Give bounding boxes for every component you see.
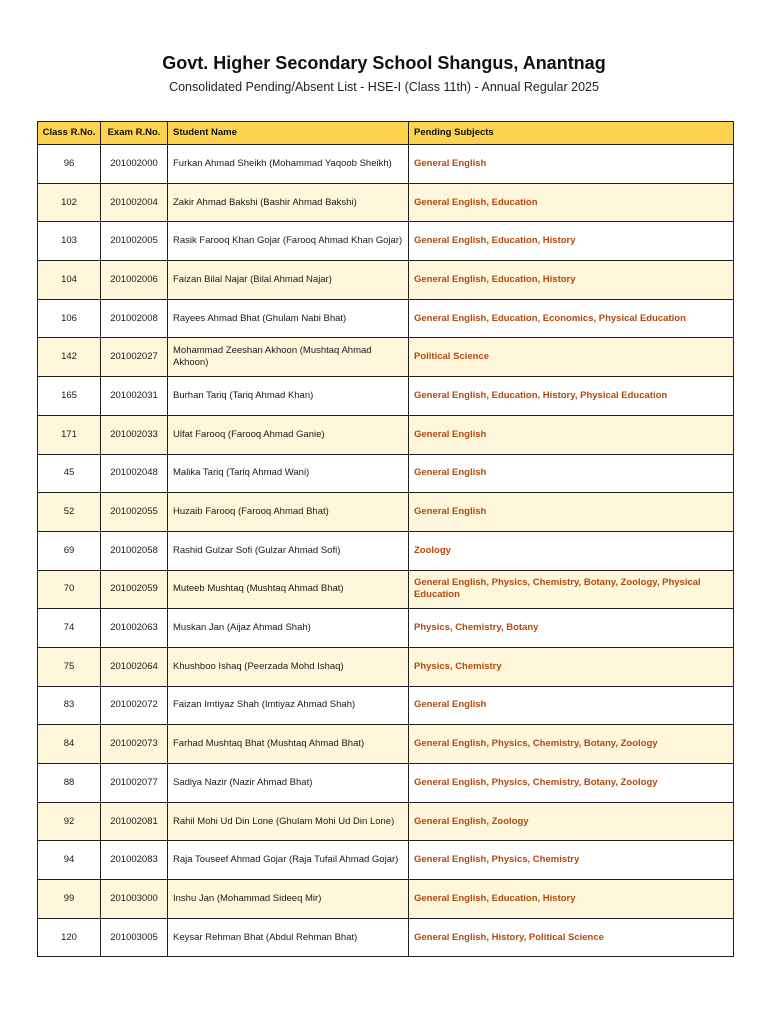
cell-student-name: Raja Touseef Ahmad Gojar (Raja Tufail Ahmad Gojar) <box>168 841 409 880</box>
cell-class-rno: 106 <box>38 299 101 338</box>
table-row <box>38 531 734 570</box>
cell-pending-subjects: General English, Education, History <box>409 261 734 300</box>
cell-pending-subjects: General English, Physics, Chemistry, Botany, Zoology <box>409 725 734 764</box>
cell-pending-subjects: General English <box>409 145 734 184</box>
cell-exam-rno: 201002006 <box>101 261 168 300</box>
cell-class-rno: 45 <box>38 454 101 493</box>
table-row <box>38 222 734 261</box>
cell-pending-subjects: General English, Zoology <box>409 802 734 841</box>
table-row <box>38 880 734 919</box>
table-row <box>38 415 734 454</box>
table-row <box>38 261 734 300</box>
cell-class-rno: 83 <box>38 686 101 725</box>
pending-absent-table <box>37 121 734 957</box>
cell-pending-subjects: General English, Education, History <box>409 880 734 919</box>
document-subtitle: Consolidated Pending/Absent List - HSE-I (Class 11th) - Annual Regular 2025 <box>169 80 599 94</box>
cell-pending-subjects: Physics, Chemistry, Botany <box>409 609 734 648</box>
table-row <box>38 841 734 880</box>
cell-student-name: Rashid Gulzar Sofi (Gulzar Ahmad Sofi) <box>168 531 409 570</box>
cell-student-name: Burhan Tariq (Tariq Ahmad Khan) <box>168 377 409 416</box>
cell-exam-rno: 201003000 <box>101 880 168 919</box>
cell-exam-rno: 201002072 <box>101 686 168 725</box>
cell-exam-rno: 201002027 <box>101 338 168 377</box>
cell-class-rno: 94 <box>38 841 101 880</box>
cell-class-rno: 102 <box>38 183 101 222</box>
table-row <box>38 183 734 222</box>
cell-student-name: Rahil Mohi Ud Din Lone (Ghulam Mohi Ud Din Lone) <box>168 802 409 841</box>
cell-class-rno: 74 <box>38 609 101 648</box>
document-title: Govt. Higher Secondary School Shangus, Anantnag <box>162 53 606 73</box>
column-header-student-name: Student Name <box>168 122 409 145</box>
cell-student-name: Zakir Ahmad Bakshi (Bashir Ahmad Bakshi) <box>168 183 409 222</box>
cell-class-rno: 99 <box>38 880 101 919</box>
cell-class-rno: 103 <box>38 222 101 261</box>
cell-class-rno: 120 <box>38 918 101 957</box>
cell-exam-rno: 201002055 <box>101 493 168 532</box>
cell-pending-subjects: General English, Education <box>409 183 734 222</box>
cell-exam-rno: 201002031 <box>101 377 168 416</box>
cell-exam-rno: 201002083 <box>101 841 168 880</box>
cell-class-rno: 96 <box>38 145 101 184</box>
cell-pending-subjects: General English, Physics, Chemistry, Botany, Zoology, Physical Education <box>409 570 734 609</box>
table-row <box>38 338 734 377</box>
cell-exam-rno: 201002063 <box>101 609 168 648</box>
cell-pending-subjects: General English, Education, History, Physical Education <box>409 377 734 416</box>
cell-student-name: Ulfat Farooq (Farooq Ahmad Ganie) <box>168 415 409 454</box>
cell-pending-subjects: General English, Education, History <box>409 222 734 261</box>
table-row <box>38 725 734 764</box>
cell-exam-rno: 201002059 <box>101 570 168 609</box>
table-row <box>38 145 734 184</box>
cell-pending-subjects: Physics, Chemistry <box>409 647 734 686</box>
cell-class-rno: 104 <box>38 261 101 300</box>
cell-exam-rno: 201002000 <box>101 145 168 184</box>
column-header-class-rno: Class R.No. <box>38 122 101 145</box>
cell-student-name: Muteeb Mushtaq (Mushtaq Ahmad Bhat) <box>168 570 409 609</box>
table-row <box>38 454 734 493</box>
cell-class-rno: 70 <box>38 570 101 609</box>
cell-student-name: Rayees Ahmad Bhat (Ghulam Nabi Bhat) <box>168 299 409 338</box>
cell-student-name: Keysar Rehman Bhat (Abdul Rehman Bhat) <box>168 918 409 957</box>
cell-exam-rno: 201002048 <box>101 454 168 493</box>
cell-class-rno: 92 <box>38 802 101 841</box>
cell-pending-subjects: General English <box>409 415 734 454</box>
cell-class-rno: 69 <box>38 531 101 570</box>
cell-student-name: Rasik Farooq Khan Gojar (Farooq Ahmad Khan Gojar) <box>168 222 409 261</box>
table-row <box>38 377 734 416</box>
cell-exam-rno: 201002004 <box>101 183 168 222</box>
cell-class-rno: 52 <box>38 493 101 532</box>
column-header-pending-subjects: Pending Subjects <box>409 122 734 145</box>
cell-student-name: Inshu Jan (Mohammad Sideeq Mir) <box>168 880 409 919</box>
table-row <box>38 299 734 338</box>
table-row <box>38 493 734 532</box>
cell-class-rno: 84 <box>38 725 101 764</box>
cell-student-name: Mohammad Zeeshan Akhoon (Mushtaq Ahmad Akhoon) <box>168 338 409 377</box>
cell-exam-rno: 201002008 <box>101 299 168 338</box>
cell-pending-subjects: General English, Physics, Chemistry, Botany, Zoology <box>409 764 734 803</box>
cell-student-name: Muskan Jan (Aijaz Ahmad Shah) <box>168 609 409 648</box>
cell-class-rno: 142 <box>38 338 101 377</box>
cell-class-rno: 75 <box>38 647 101 686</box>
cell-student-name: Malika Tariq (Tariq Ahmad Wani) <box>168 454 409 493</box>
table-row <box>38 764 734 803</box>
cell-pending-subjects: General English, History, Political Science <box>409 918 734 957</box>
cell-pending-subjects: Political Science <box>409 338 734 377</box>
cell-exam-rno: 201002081 <box>101 802 168 841</box>
table-row <box>38 802 734 841</box>
cell-class-rno: 171 <box>38 415 101 454</box>
table-header-row <box>38 122 734 145</box>
cell-student-name: Faizan Imtiyaz Shah (Imtiyaz Ahmad Shah) <box>168 686 409 725</box>
table-row <box>38 570 734 609</box>
cell-exam-rno: 201002064 <box>101 647 168 686</box>
cell-pending-subjects: General English <box>409 454 734 493</box>
cell-student-name: Furkan Ahmad Sheikh (Mohammad Yaqoob Sheikh) <box>168 145 409 184</box>
cell-exam-rno: 201002073 <box>101 725 168 764</box>
cell-student-name: Huzaib Farooq (Farooq Ahmad Bhat) <box>168 493 409 532</box>
cell-student-name: Faizan Bilal Najar (Bilal Ahmad Najar) <box>168 261 409 300</box>
cell-class-rno: 165 <box>38 377 101 416</box>
cell-pending-subjects: General English, Education, Economics, Physical Education <box>409 299 734 338</box>
cell-student-name: Khushboo Ishaq (Peerzada Mohd Ishaq) <box>168 647 409 686</box>
cell-exam-rno: 201002058 <box>101 531 168 570</box>
cell-exam-rno: 201002033 <box>101 415 168 454</box>
table-row <box>38 609 734 648</box>
table-row <box>38 686 734 725</box>
table-row <box>38 647 734 686</box>
cell-exam-rno: 201002005 <box>101 222 168 261</box>
table-body <box>38 145 734 957</box>
cell-exam-rno: 201002077 <box>101 764 168 803</box>
cell-pending-subjects: General English <box>409 686 734 725</box>
cell-exam-rno: 201003005 <box>101 918 168 957</box>
cell-student-name: Sadiya Nazir (Nazir Ahmad Bhat) <box>168 764 409 803</box>
cell-pending-subjects: General English <box>409 493 734 532</box>
cell-pending-subjects: Zoology <box>409 531 734 570</box>
table-header <box>38 122 734 145</box>
cell-class-rno: 88 <box>38 764 101 803</box>
table-row <box>38 918 734 957</box>
cell-pending-subjects: General English, Physics, Chemistry <box>409 841 734 880</box>
column-header-exam-rno: Exam R.No. <box>101 122 168 145</box>
cell-student-name: Farhad Mushtaq Bhat (Mushtaq Ahmad Bhat) <box>168 725 409 764</box>
